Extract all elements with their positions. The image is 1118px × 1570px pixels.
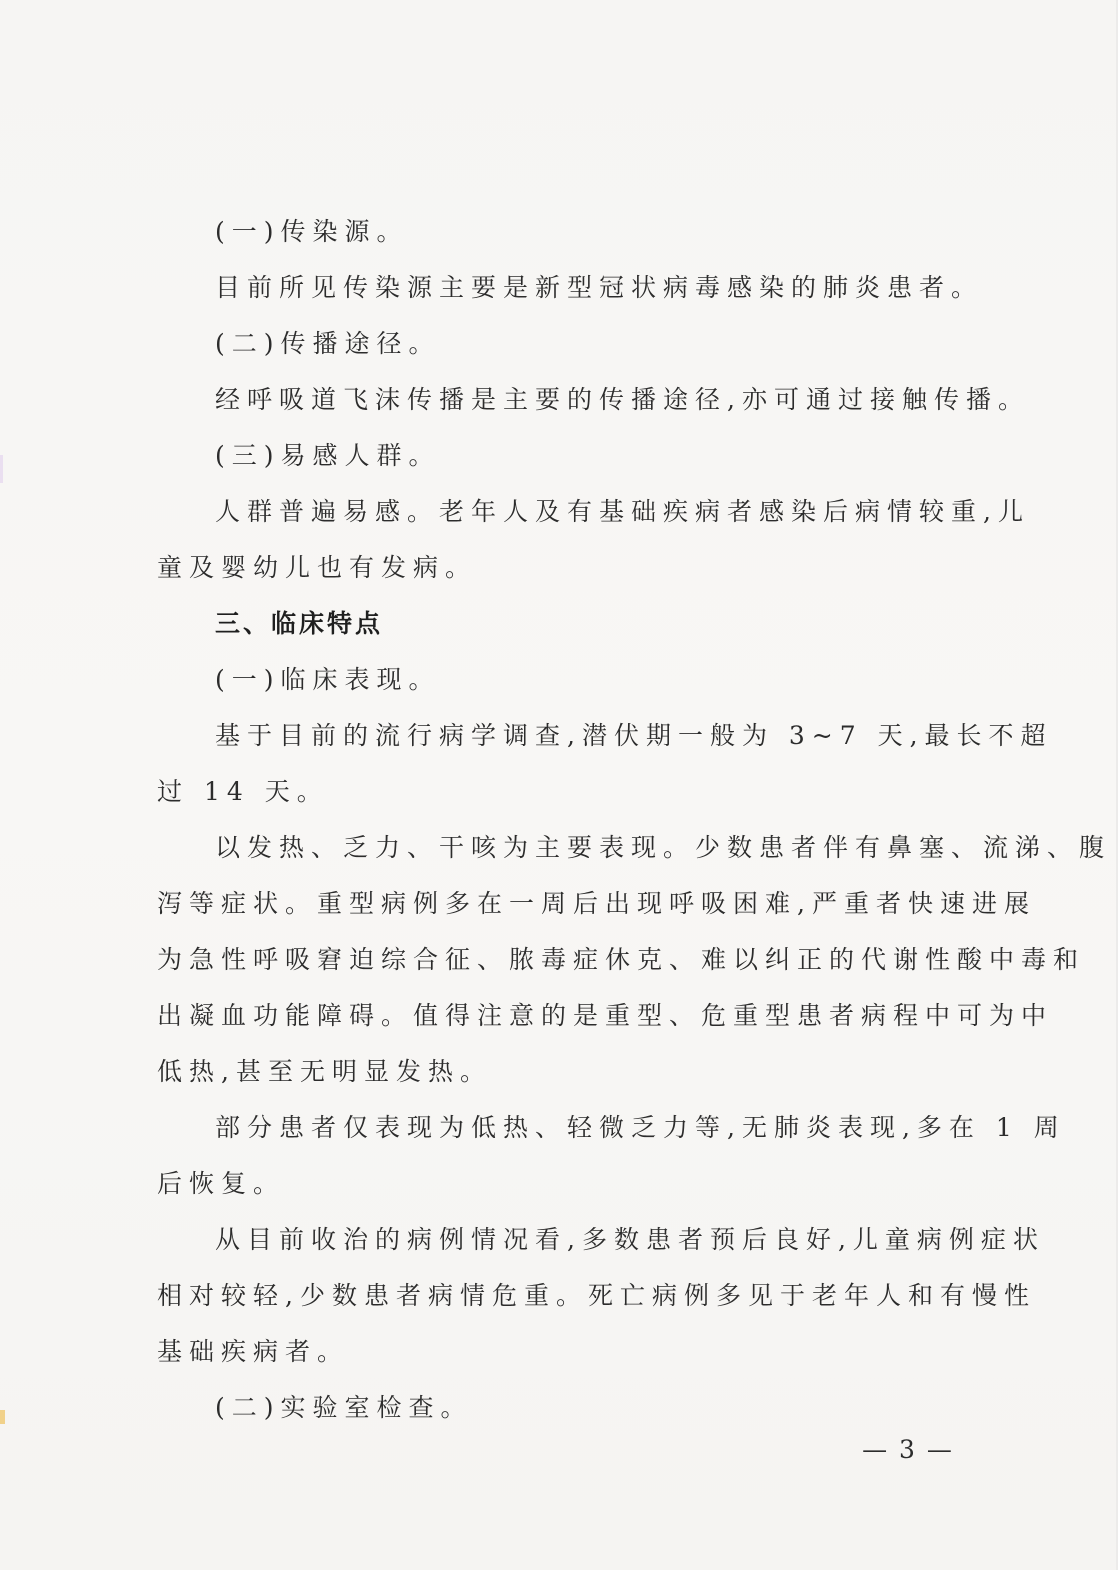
page-number: — 3 —: [862, 1435, 954, 1464]
paragraph-mild-cases-line-1: 部分患者仅表现为低热、轻微乏力等,无肺炎表现,多在 1 周: [215, 1113, 1066, 1142]
subheading-susceptible-population: (三)易感人群。: [215, 441, 441, 470]
paragraph-prognosis-line-3: 基础疾病者。: [157, 1337, 350, 1366]
scan-edge-mark: [0, 455, 3, 483]
scan-edge-mark-bottom: [0, 1410, 5, 1424]
subheading-infection-source: (一)传染源。: [215, 217, 409, 246]
section-heading-clinical-features: 三、临床特点: [215, 609, 384, 638]
subheading-transmission-route: (二)传播途径。: [215, 329, 441, 358]
document-body: [157, 204, 1112, 1436]
paragraph-prognosis-line-1: 从目前收治的病例情况看,多数患者预后良好,儿童病例症状: [215, 1225, 1045, 1254]
paragraph-prognosis-line-2: 相对较轻,少数患者病情危重。死亡病例多见于老年人和有慢性: [157, 1281, 1036, 1310]
paragraph-symptoms-line-5: 低热,甚至无明显发热。: [157, 1057, 492, 1086]
paragraph-symptoms-line-4: 出凝血功能障碍。值得注意的是重型、危重型患者病程中可为中: [157, 1001, 1054, 1030]
paragraph-incubation-line-2: 过 14 天。: [157, 777, 329, 806]
paragraph-susceptible-line-1: 人群普遍易感。老年人及有基础疾病者感染后病情较重,儿: [215, 497, 1030, 526]
paragraph-incubation-line-1: 基于目前的流行病学调查,潜伏期一般为 3~7 天,最长不超: [215, 721, 1053, 750]
paragraph-symptoms-line-2: 泻等症状。重型病例多在一周后出现呼吸困难,严重者快速进展: [157, 889, 1036, 918]
paragraph-symptoms-line-3: 为急性呼吸窘迫综合征、脓毒症休克、难以纠正的代谢性酸中毒和: [157, 945, 1086, 974]
paragraph-mild-cases-line-2: 后恢复。: [157, 1169, 286, 1198]
paragraph-symptoms-line-1: 以发热、乏力、干咳为主要表现。少数患者伴有鼻塞、流涕、腹: [215, 833, 1112, 862]
paragraph-susceptible-line-2: 童及婴幼儿也有发病。: [157, 553, 478, 582]
subheading-laboratory-tests: (二)实验室检查。: [215, 1393, 473, 1422]
paragraph-transmission-route: 经呼吸道飞沫传播是主要的传播途径,亦可通过接触传播。: [215, 385, 1030, 414]
subheading-clinical-manifestation: (一)临床表现。: [215, 665, 441, 694]
paragraph-infection-source: 目前所见传染源主要是新型冠状病毒感染的肺炎患者。: [215, 273, 984, 302]
